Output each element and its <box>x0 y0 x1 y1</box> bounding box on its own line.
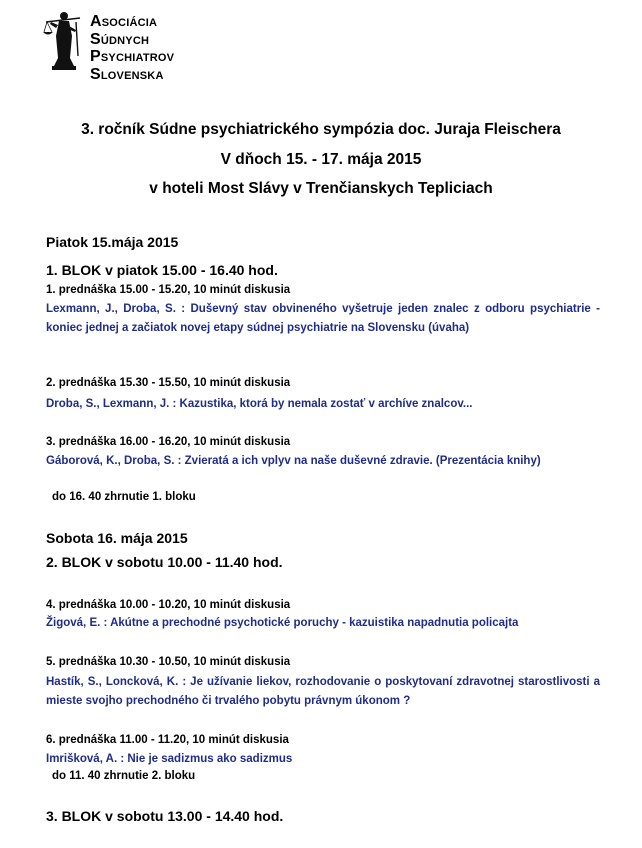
talk6-title: Imrišková, A. : Nie je sadizmus ako sadizmus <box>46 753 293 765</box>
talk2-time: 2. prednáška 15.30 - 15.50, 10 minút diskusia <box>46 377 291 389</box>
logo-word: SYCHIATROV <box>100 52 175 64</box>
logo-initial: S <box>90 65 101 83</box>
talk1-title: Lexmann, J., Droba, S. : Duševný stav obvineného vyšetruje jeden znalec z odboru psychiatrie - koniec jednej a začiatok novej etapy súdnej psychiatrie na Slovensku (úvaha) <box>46 303 600 334</box>
talk4-title: Žigová, E. : Akútne a prechodné psychotické poruchy - kazuistika napadnutia policajta <box>46 617 519 629</box>
association-logo <box>42 8 192 83</box>
logo-word: SOCIÁCIA <box>101 17 158 29</box>
logo-initial: P <box>90 48 101 65</box>
talk3-title: Gáborová, K., Droba, S. : Zvieratá a ich vplyv na naše duševné zdravie. (Prezentácia knihy) <box>46 455 541 467</box>
talk4-time: 4. prednáška 10.00 - 10.20, 10 minút diskusia <box>46 599 291 611</box>
logo-initial: S <box>90 30 101 48</box>
block2-summary: do 11. 40 zhrnutie 2. bloku <box>52 770 196 782</box>
logo-word: LOVENSKA <box>100 69 164 82</box>
talk6-time: 6. prednáška 11.00 - 11.20, 10 minút diskusia <box>46 734 289 746</box>
talk5-time: 5. prednáška 10.30 - 10.50, 10 minút diskusia <box>46 656 291 668</box>
saturday-date: Sobota 16. mája 2015 <box>46 530 188 546</box>
justice-statue-icon <box>42 8 86 72</box>
friday-date: Piatok 15.mája 2015 <box>46 234 179 250</box>
logo-initial: A <box>90 13 102 30</box>
talk3-time: 3. prednáška 16.00 - 16.20, 10 minút diskusia <box>46 436 291 448</box>
symposium-venue: v hoteli Most Slávy v Trenčianskych Tepliciach <box>149 180 493 197</box>
talk2-title: Droba, S., Lexmann, J. : Kazustika, ktorá by nemala zostať v archíve znalcov... <box>46 398 473 410</box>
talk5-title: Hastík, S., Loncková, K. : Je užívanie liekov, rozhodovanie o poskytovaní zdravotnej starostlivosti a mieste svojho prechodného či trvalého pobytu právnym úkonom ? <box>46 676 600 707</box>
talk1-time: 1. prednáška 15.00 - 15.20, 10 minút diskusia <box>46 284 291 296</box>
block3-heading: 3. BLOK v sobotu 13.00 - 14.40 hod. <box>46 808 284 824</box>
logo-word: ÚDNYCH <box>100 34 150 47</box>
symposium-dates: V dňoch 15. - 17. mája 2015 <box>220 151 422 168</box>
block1-summary: do 16. 40 zhrnutie 1. bloku <box>52 491 196 503</box>
block1-heading: 1. BLOK v piatok 15.00 - 16.40 hod. <box>46 262 278 278</box>
block2-heading: 2. BLOK v sobotu 10.00 - 11.40 hod. <box>46 554 283 570</box>
symposium-title: 3. ročník Súdne psychiatrického sympózia doc. Juraja Fleischera <box>81 121 561 138</box>
